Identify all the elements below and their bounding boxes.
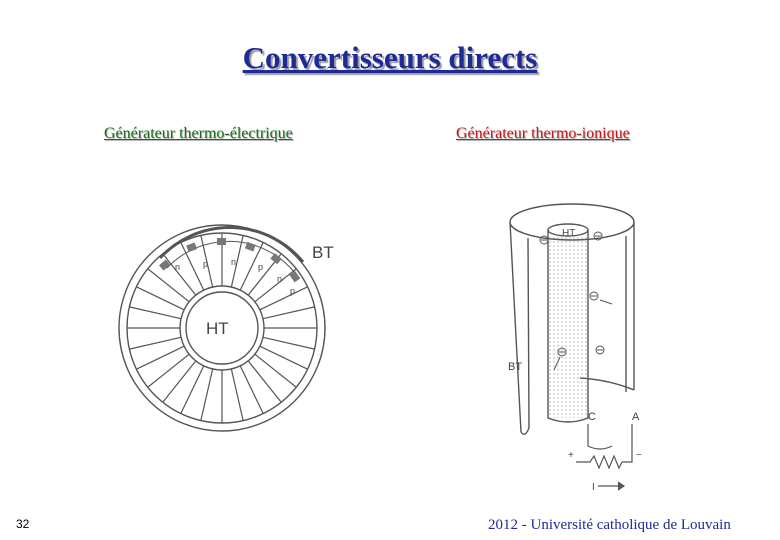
plus-terminal-label: + (568, 450, 574, 461)
outer-cylinder-left-inner (528, 238, 529, 428)
svg-text:p: p (258, 262, 264, 272)
cathode-label: C (588, 411, 596, 423)
minus-terminal-label: − (636, 450, 642, 461)
cold-electrode-label: BT (508, 361, 523, 373)
cold-side-label: BT (312, 243, 334, 262)
thermoionic-caption: Générateur thermo-ionique (456, 125, 630, 142)
footer-credit: 2012 - Université catholique de Louvain (488, 517, 731, 533)
outer-cylinder-left-outer (510, 222, 521, 432)
page-number: 32 (16, 517, 30, 531)
cathode-fill (549, 236, 587, 418)
outer-cylinder-bottom-left (521, 428, 529, 434)
external-circuit (576, 424, 632, 490)
hot-side-label: HT (206, 319, 229, 338)
svg-text:p: p (290, 286, 296, 296)
svg-text:n: n (277, 274, 283, 284)
svg-text:n: n (175, 262, 181, 272)
slide-title: Convertisseurs directs (242, 40, 538, 75)
load-resistor (576, 456, 622, 468)
svg-text:n: n (231, 257, 237, 267)
anode-label: A (632, 411, 640, 423)
current-label: I (592, 482, 595, 493)
thermoelectric-caption: Générateur thermo-électrique (104, 125, 293, 142)
svg-text:p: p (203, 259, 209, 269)
hot-electrode-label: HT (562, 228, 576, 239)
